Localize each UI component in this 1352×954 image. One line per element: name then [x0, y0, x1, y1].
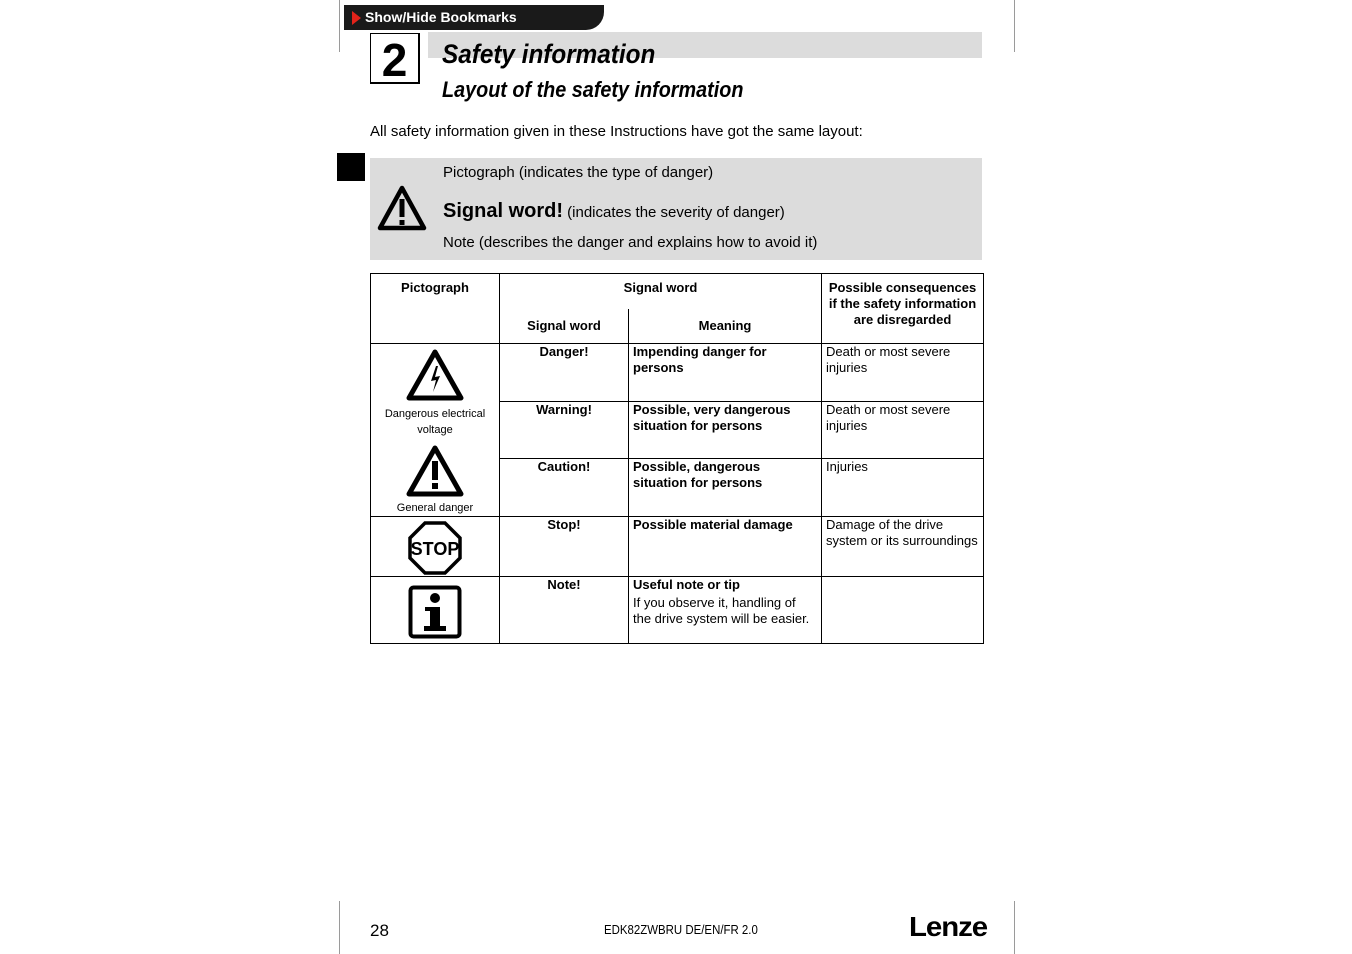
consequence-danger: Death or most severe injuries	[822, 344, 984, 402]
document-id: EDK82ZWBRU DE/EN/FR 2.0	[604, 922, 758, 937]
intro-text: All safety information given in these Instructions have got the same layout:	[370, 123, 863, 140]
pictograph-line: Pictograph (indicates the type of danger)	[443, 164, 714, 181]
meaning-note-cell	[629, 577, 822, 644]
page-number: 28	[370, 921, 389, 940]
danger-pictographs-cell	[371, 344, 500, 517]
meaning-note-detail: If you observe it, handling of the drive system will be easier.	[633, 595, 810, 626]
stop-sign-text: STOP	[410, 539, 460, 559]
table-header-row	[371, 274, 984, 309]
header-pictograph: Pictograph	[371, 274, 500, 344]
stop-sign-icon	[408, 521, 462, 575]
header-signal-word-group: Signal word	[500, 274, 822, 309]
meaning-note: Useful note or tip	[633, 577, 740, 592]
meaning-danger: Impending danger for persons	[629, 344, 822, 402]
safety-table	[370, 273, 984, 644]
signal-word-danger: Danger!	[500, 344, 629, 402]
note-pictograph-cell	[371, 577, 500, 644]
signal-word-caution: Caution!	[500, 458, 629, 516]
arrow-right-icon	[352, 11, 361, 25]
table-row	[371, 344, 984, 402]
note-line: Note (describes the danger and explains how to avoid it)	[443, 234, 818, 251]
signal-word-note: (indicates the severity of danger)	[567, 204, 785, 221]
lenze-logo: Lenze	[909, 911, 988, 942]
signal-word-warning: Warning!	[500, 402, 629, 459]
info-icon	[408, 585, 462, 639]
consequence-caution: Injuries	[822, 458, 984, 516]
meaning-warning: Possible, very dangerous situation for persons	[629, 402, 822, 459]
header-consequences: Possible consequences if the safety information are disregarded	[822, 274, 984, 344]
meaning-caution: Possible, dangerous situation for persons	[629, 458, 822, 516]
table-row	[371, 517, 984, 577]
meaning-stop: Possible material damage	[629, 517, 822, 577]
bookmarks-label: Show/Hide Bookmarks	[365, 9, 517, 25]
page-edge-left-top	[339, 0, 340, 52]
page-edge-right-bottom	[1014, 901, 1015, 954]
consequence-warning: Death or most severe injuries	[822, 402, 984, 459]
page-edge-left-bottom	[339, 901, 340, 954]
stop-pictograph-cell	[371, 517, 500, 577]
electrical-hazard-icon	[405, 348, 465, 402]
chapter-number: 2	[370, 33, 420, 84]
page-title: Safety information	[442, 39, 656, 69]
consequence-stop: Damage of the drive system or its surroundings	[822, 517, 984, 577]
header-signal-word: Signal word	[500, 309, 629, 344]
header-meaning: Meaning	[629, 309, 822, 344]
layout-example-panel	[370, 158, 982, 260]
general-danger-label: General danger	[396, 502, 474, 514]
page-edge-right-top	[1014, 0, 1015, 52]
electrical-voltage-label: Dangerous electrical voltage	[384, 408, 486, 436]
signal-word-line	[443, 200, 785, 223]
signal-word-stop: Stop!	[500, 517, 629, 577]
general-danger-icon	[405, 444, 465, 498]
table-row	[371, 577, 984, 644]
margin-marker	[337, 153, 365, 181]
signal-word: Signal word!	[443, 200, 563, 222]
show-hide-bookmarks-button[interactable]	[344, 5, 604, 30]
section-title: Layout of the safety information	[442, 77, 744, 102]
consequence-note	[822, 577, 984, 644]
signal-word-note: Note!	[500, 577, 629, 644]
warning-triangle-icon	[377, 185, 427, 231]
